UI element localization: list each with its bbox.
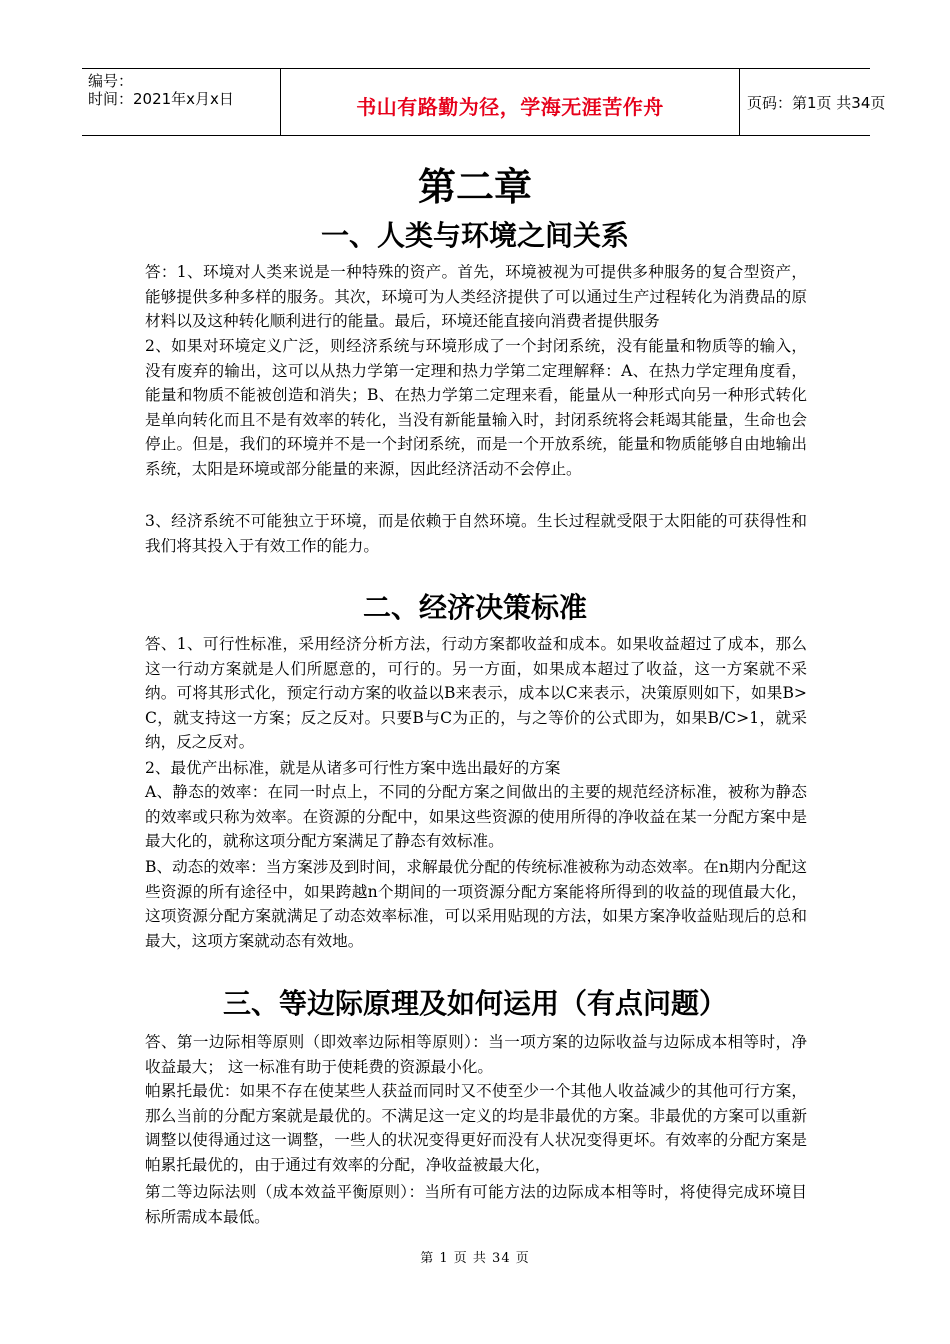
- chapter-title: 第二章: [417, 165, 532, 209]
- header-table: [82, 68, 886, 136]
- page-footer: 第 1 页 共 34 页: [420, 1251, 530, 1266]
- section-2-paragraph-1: 答、1、可行性标准，采用经济分析方法，行动方案都收益和成本。如果收益超过了成本，那么这一行动方案就是人们所愿意的，可行的。另一方面，如果成本超过了收益，这一方案就不采纳。可将其形式化，预定行动方案的收益以B来表示，成本以C来表示，决策原则如下，如果B>C，就支持这一方案；反之反对。只要B与C为正的，与之等价的公式即为，如果B/C>1，就采纳，反之反对。: [145, 635, 807, 751]
- section-3-paragraph-3: 第二等边际法则（成本效益平衡原则）：当所有可能方法的边际成本相等时，将使得完成环境目标所需成本最低。: [145, 1183, 807, 1226]
- section-1-paragraph-3: 3、经济系统不可能独立于环境，而是依赖于自然环境。生长过程就受限于太阳能的可获得性和我们将其投入于有效工作的能力。: [145, 512, 807, 555]
- section-title-2: 二、经济决策标准: [362, 591, 587, 624]
- section-3-paragraph-2: 帕累托最优：如果不存在使某些人获益而同时又不使至少一个其他人收益减少的其他可行方案，那么当前的分配方案就是最优的。不满足这一定义的均是非最优的方案。非最优的方案可以重新调整以使得通过这一调整，一些人的状况变得更好而没有人状况变得更坏。有效率的分配方案是帕累托最优的，由于通过有效率的分配，净收益被最大化，: [145, 1082, 807, 1174]
- section-1-paragraph-2: 2、如果对环境定义广泛，则经济系统与环境形成了一个封闭系统，没有能量和物质等的输入，没有废弃的输出，这可以从热力学第一定理和热力学第二定理解释：A、在热力学定理角度看，能量和物质不能被创造和消失；B、在热力学第二定理来看，能量从一种形式向另一种形式转化是单向转化而且不是有效率的转化，当没有新能量输入时，封闭系统将会耗竭其能量，生命也会停止。但是，我们的环境并不是一个封闭系统，而是一个开放系统，能量和物质能够自由地输出系统，太阳是环境或部分能量的来源，因此经济活动不会停止。: [145, 337, 807, 478]
- section-2-paragraph-3: A、静态的效率：在同一时点上，不同的分配方案之间做出的主要的规范经济标准，被称为静态的效率或只称为效率。在资源的分配中，如果这些资源的使用所得的净收益在某一分配方案中是最大化的，就称这项分配方案满足了静态有效标准。: [145, 783, 807, 850]
- section-2-paragraph-4: B、动态的效率：当方案涉及到时间，求解最优分配的传统标准被称为动态效率。在n期内分配这些资源的所有途径中，如果跨越n个期间的一项资源分配方案能将所得到的收益的现值最大化，这项资源分配方案就满足了动态效率标准，可以采用贴现的方法，如果方案净收益贴现后的总和最大，这项方案就动态有效地。: [145, 858, 807, 950]
- section-title-3: 三、等边际原理及如何运用（有点问题）: [222, 987, 727, 1020]
- section-2-paragraph-2: 2、最优产出标准，就是从诸多可行性方案中选出最好的方案: [145, 759, 561, 777]
- header-page-info: 页码：第1页 共34页: [747, 94, 886, 112]
- header-left-cell: [82, 69, 280, 135]
- document-time-label: 时间：2021年x月x日: [88, 90, 234, 108]
- header-motto: 书山有路勤为径，学海无涯苦作舟: [356, 95, 664, 119]
- section-title-1: 一、人类与环境之间关系: [320, 219, 629, 252]
- section-3-paragraph-1: 答、第一边际相等原则（即效率边际相等原则）：当一项方案的边际收益与边际成本相等时，净收益最大； 这一标准有助于使耗费的资源最小化。: [145, 1033, 807, 1076]
- header-motto-cell: [280, 69, 740, 135]
- section-1-paragraph-1: 答：1、环境对人类来说是一种特殊的资产。首先，环境被视为可提供多种服务的复合型资产，能够提供多种多样的服务。其次，环境可为人类经济提供了可以通过生产过程转化为消费品的原材料以及这种转化顺利进行的能量。最后，环境还能直接向消费者提供服务: [145, 263, 807, 330]
- header-page-cell: [739, 69, 886, 135]
- document-number-label: 编号：: [88, 72, 134, 90]
